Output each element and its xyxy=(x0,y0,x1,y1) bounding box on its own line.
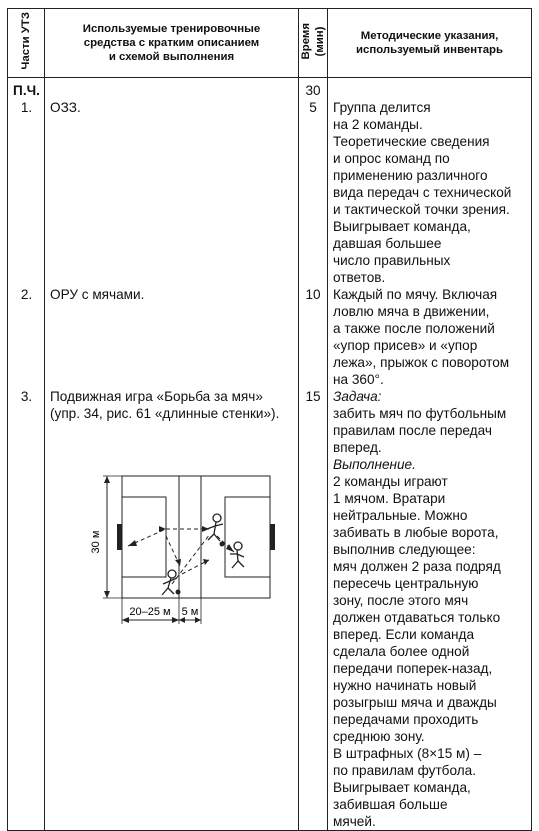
header-parts-label: Части УТЗ xyxy=(20,12,32,70)
row3-task-label: Задача: xyxy=(333,389,382,404)
player-figure-3 xyxy=(162,570,177,595)
row1-notes-line: на 2 команды. xyxy=(333,117,423,132)
field-diagram-svg xyxy=(62,474,292,634)
row2-notes-line: на 360°. xyxy=(333,372,384,387)
row1-notes-line: Теоретические сведения xyxy=(333,134,490,149)
goal-left xyxy=(117,524,122,550)
row1-notes-line: применению различного xyxy=(333,168,488,183)
goal-right xyxy=(270,524,275,550)
row1-name: ОЗЗ. xyxy=(50,100,81,115)
ball-1 xyxy=(220,542,225,547)
row3-name-line2: (упр. 34, рис. 61 «длинные стенки»). xyxy=(50,406,280,421)
row3-exec-line: по правилам футбола. xyxy=(333,763,476,778)
means-column xyxy=(45,78,299,831)
ball-2 xyxy=(176,590,181,595)
row3-exec-line: В штрафных (8×15 м) – xyxy=(333,746,482,761)
row3-exec-line: передачи поперек-назад, xyxy=(333,661,493,676)
header-time xyxy=(299,9,328,78)
field-diagram xyxy=(62,474,292,629)
header-notes-line1: Методические указания, xyxy=(360,30,499,42)
row2-notes-line: ловлю мяча в движении, xyxy=(333,304,490,319)
header-time-label: Время (мин) xyxy=(300,22,326,60)
parts-column xyxy=(8,78,45,831)
row2-notes-line: а также после положений xyxy=(333,321,495,336)
row3-exec-line: выполнив следующее: xyxy=(333,542,476,557)
row3-task-line: правилам после передач xyxy=(333,423,492,438)
section-total-time: 30 xyxy=(305,83,321,98)
row1-notes-line: и тактической точки зрения. xyxy=(333,202,510,217)
row3-exec-line: среднюю зону. xyxy=(333,729,425,744)
player-figure-1 xyxy=(207,514,223,541)
height-arrow-bottom xyxy=(104,591,110,598)
penalty-area-right xyxy=(225,497,270,577)
row3-exec-line: 1 мячом. Вратари xyxy=(333,491,446,506)
height-arrow-top xyxy=(104,476,110,483)
zone-label: 5 м xyxy=(181,606,199,618)
row1-notes-line: вида передач с технической xyxy=(333,185,512,200)
header-means xyxy=(45,9,299,78)
row3-num: 3. xyxy=(20,389,33,404)
row1-notes-line: Группа делится xyxy=(333,100,431,115)
row3-exec-line: забивать в любые ворота, xyxy=(333,525,499,540)
notes-column xyxy=(328,78,532,831)
row3-exec-line: пересечь центральную xyxy=(333,576,479,591)
row2-num: 2. xyxy=(20,287,33,302)
row2-notes-line: Каждый по мячу. Включая xyxy=(333,287,498,302)
header-parts xyxy=(8,9,45,78)
row2-time: 10 xyxy=(305,287,321,302)
row2-name: ОРУ с мячами. xyxy=(50,287,145,302)
row3-exec-line: передачами проходить xyxy=(333,712,479,727)
row3-task-line: забить мяч по футбольным xyxy=(333,406,507,421)
header-notes xyxy=(328,9,532,78)
row3-exec-line: розыгрыш мяча и дважды xyxy=(333,695,497,710)
row1-notes xyxy=(333,99,527,286)
row1-notes-line: давшая большее xyxy=(333,236,442,251)
table-header-row xyxy=(8,9,532,78)
row3-exec-line: Выигрывает команда, xyxy=(333,780,471,795)
time-column xyxy=(299,78,328,831)
row2-notes xyxy=(333,286,527,388)
row3-exec-line: нейтральные. Можно xyxy=(333,508,468,523)
player-figure-2 xyxy=(230,542,244,568)
row3-exec-line: мячей. xyxy=(333,814,376,829)
table-body-row xyxy=(8,78,532,831)
pass-lines xyxy=(128,529,234,584)
header-notes-line2: используемый инвентарь xyxy=(355,44,504,56)
row3-task-line: вперед. xyxy=(333,440,382,455)
row2-notes-line: «упор присев» и «упор xyxy=(333,338,478,353)
field-boundary xyxy=(122,476,270,598)
row3-exec-line: мяч должен 2 раза подряд xyxy=(333,559,501,574)
header-means-line2: средства с кратким описанием xyxy=(83,37,260,49)
lesson-plan-table xyxy=(7,8,532,831)
row1-notes-line: ответов. xyxy=(333,270,386,285)
penalty-area-left xyxy=(122,497,166,577)
row1-notes-line: Выигрывает команда, xyxy=(333,219,471,234)
row3-exec-line: 2 команды играют xyxy=(333,474,448,489)
section-label: П.Ч. xyxy=(13,83,40,98)
row1-notes-line: и опрос команд по xyxy=(333,151,450,166)
row1-notes-line: число правильных xyxy=(333,253,451,268)
width-label: 20–25 м xyxy=(129,606,171,618)
header-means-line1: Используемые тренировочные xyxy=(82,23,261,35)
height-label: 30 м xyxy=(90,530,102,554)
row3-exec-line: должен отдаваться только xyxy=(333,610,501,625)
row3-exec-line: забившая больше xyxy=(333,797,448,812)
row3-exec xyxy=(333,473,527,830)
row3-task xyxy=(333,405,527,456)
header-means-line3: и схемой выполнения xyxy=(108,51,235,63)
row2-notes-line: лежа», прыжок с поворотом xyxy=(333,355,510,370)
row3-exec-label: Выполнение. xyxy=(333,457,416,472)
row3-exec-line: сделала более одной xyxy=(333,644,470,659)
row3-name-line1: Подвижная игра «Борьба за мяч» xyxy=(50,389,263,404)
row3-exec-line: зону, после этого мяч xyxy=(333,593,469,608)
row3-exec-line: вперед. Если команда xyxy=(333,627,475,642)
row1-time: 5 xyxy=(309,100,317,115)
row1-num: 1. xyxy=(20,100,33,115)
row3-exec-line: нужно начинать новый xyxy=(333,678,477,693)
row3-time: 15 xyxy=(305,389,321,404)
